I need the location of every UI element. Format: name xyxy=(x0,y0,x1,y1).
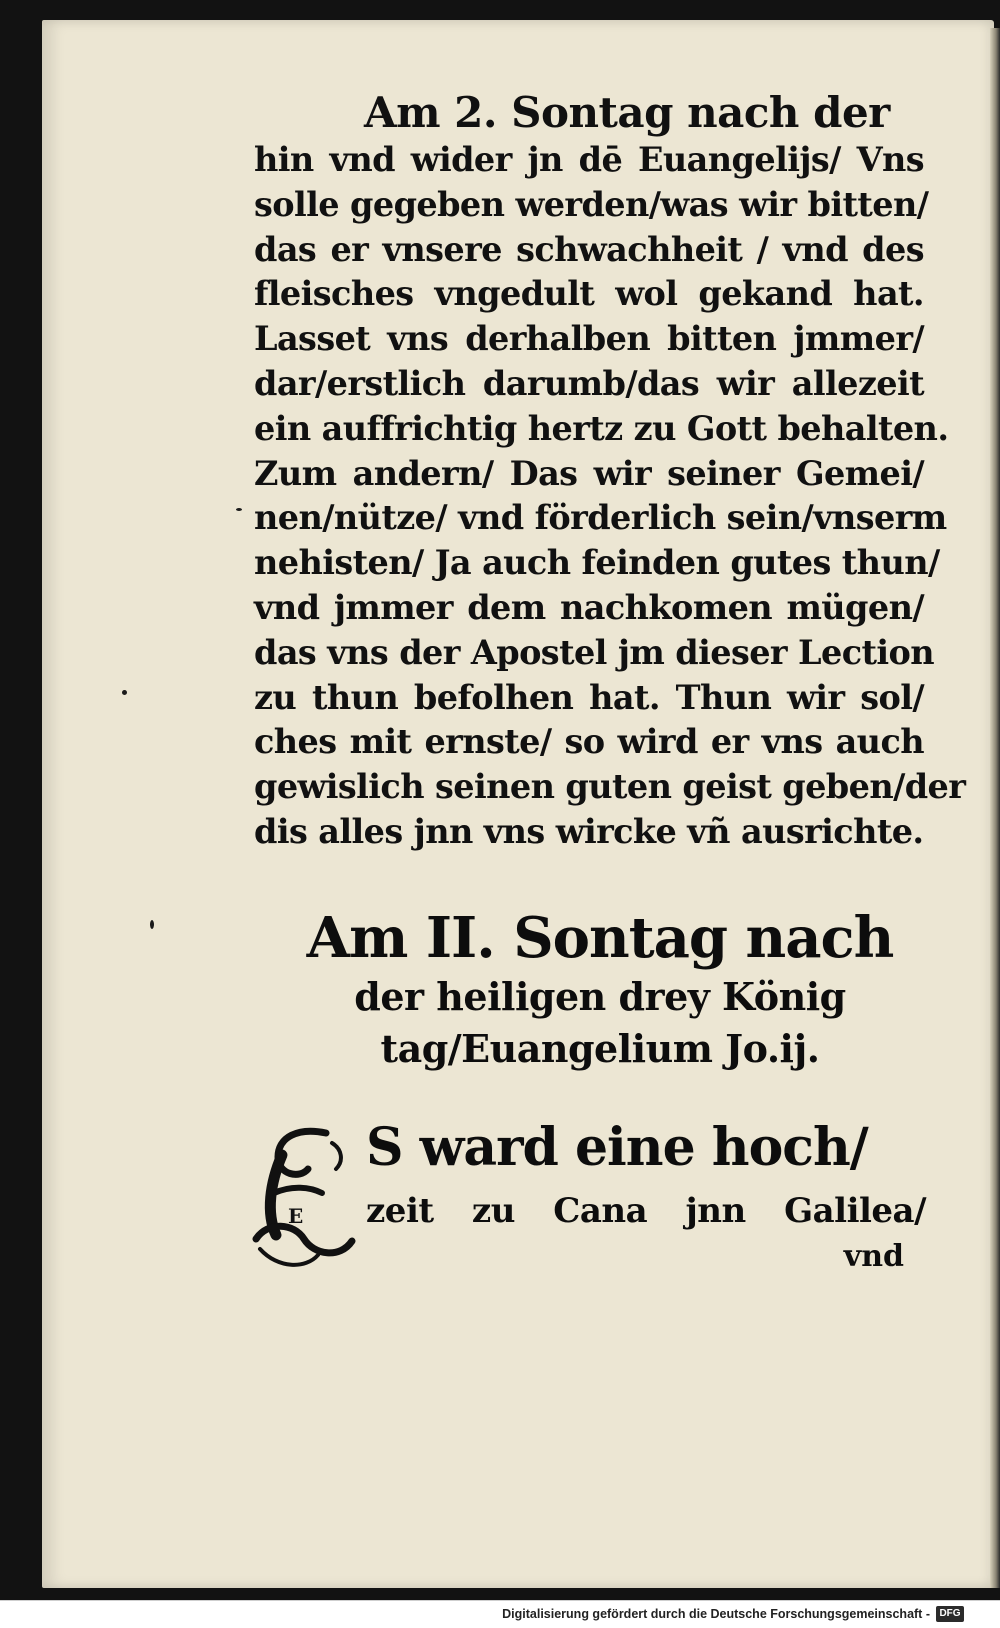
funding-credit: Digitalisierung gefördert durch die Deutsche Forschungsgemeinschaft - xyxy=(502,1607,930,1621)
running-head: Am 2. Sontag nach der xyxy=(364,88,890,137)
ink-speck xyxy=(122,690,127,695)
text-line: Zum andern/ Das wir seiner Gemei/ xyxy=(254,453,924,493)
text-line: nen/nütze/ vnd förderlich sein/vnserm xyxy=(254,498,947,538)
text-line: nehisten/ Ja auch feinden gutes thun/ xyxy=(254,543,940,583)
text-line: solle gegeben werden/was wir bitten/ xyxy=(254,184,929,224)
gospel-opening xyxy=(248,1115,938,1285)
dfg-logo: DFG xyxy=(936,1606,964,1622)
section-heading-line: der heiligen drey König xyxy=(354,974,846,1019)
previous-section-text xyxy=(254,88,966,855)
text-line: zu thun befolhen hat. Thun wir sol/ xyxy=(254,677,924,717)
text-line: vnd jmmer dem nachkomen mügen/ xyxy=(254,587,924,627)
text-line: gewislich seinen guten geist geben/der xyxy=(254,767,966,807)
initial-letter: E xyxy=(288,1204,304,1228)
section-heading-line: tag/Euangelium Jo.ij. xyxy=(380,1026,820,1071)
text-line: ein auffrichtig hertz zu Gott behalten. xyxy=(254,408,949,448)
section-heading-main: Am II. Sontag nach xyxy=(306,905,894,971)
text-line: dis alles jnn vns wircke vñ ausrichte. xyxy=(254,811,924,851)
text-line: Lasset vns derhalben bitten jmmer/ xyxy=(254,319,924,359)
ink-speck xyxy=(150,920,154,929)
text-line: das er vnsere schwachheit / vnd des xyxy=(254,229,924,269)
text-line: das vns der Apostel jm dieser Lection xyxy=(254,632,934,672)
section-heading xyxy=(300,905,900,1075)
digitization-footer xyxy=(0,1600,1000,1628)
text-line: fleisches vngedult wol gekand hat. xyxy=(254,274,924,314)
page-edge xyxy=(990,28,1000,1588)
gospel-first-line: S ward eine hoch/ xyxy=(366,1117,868,1178)
text-line: dar/erstlich darumb/das wir allezeit xyxy=(254,363,924,403)
gospel-second-line: zeit zu Cana jnn Galilea/ xyxy=(366,1191,926,1231)
decorated-initial xyxy=(248,1123,358,1273)
catchword: vnd xyxy=(843,1239,904,1274)
text-line: hin vnd wider jn dē Euangelijs/ Vns xyxy=(254,140,924,179)
ink-speck xyxy=(236,508,242,511)
text-line: ches mit ernste/ so wird er vns auch xyxy=(254,722,924,762)
